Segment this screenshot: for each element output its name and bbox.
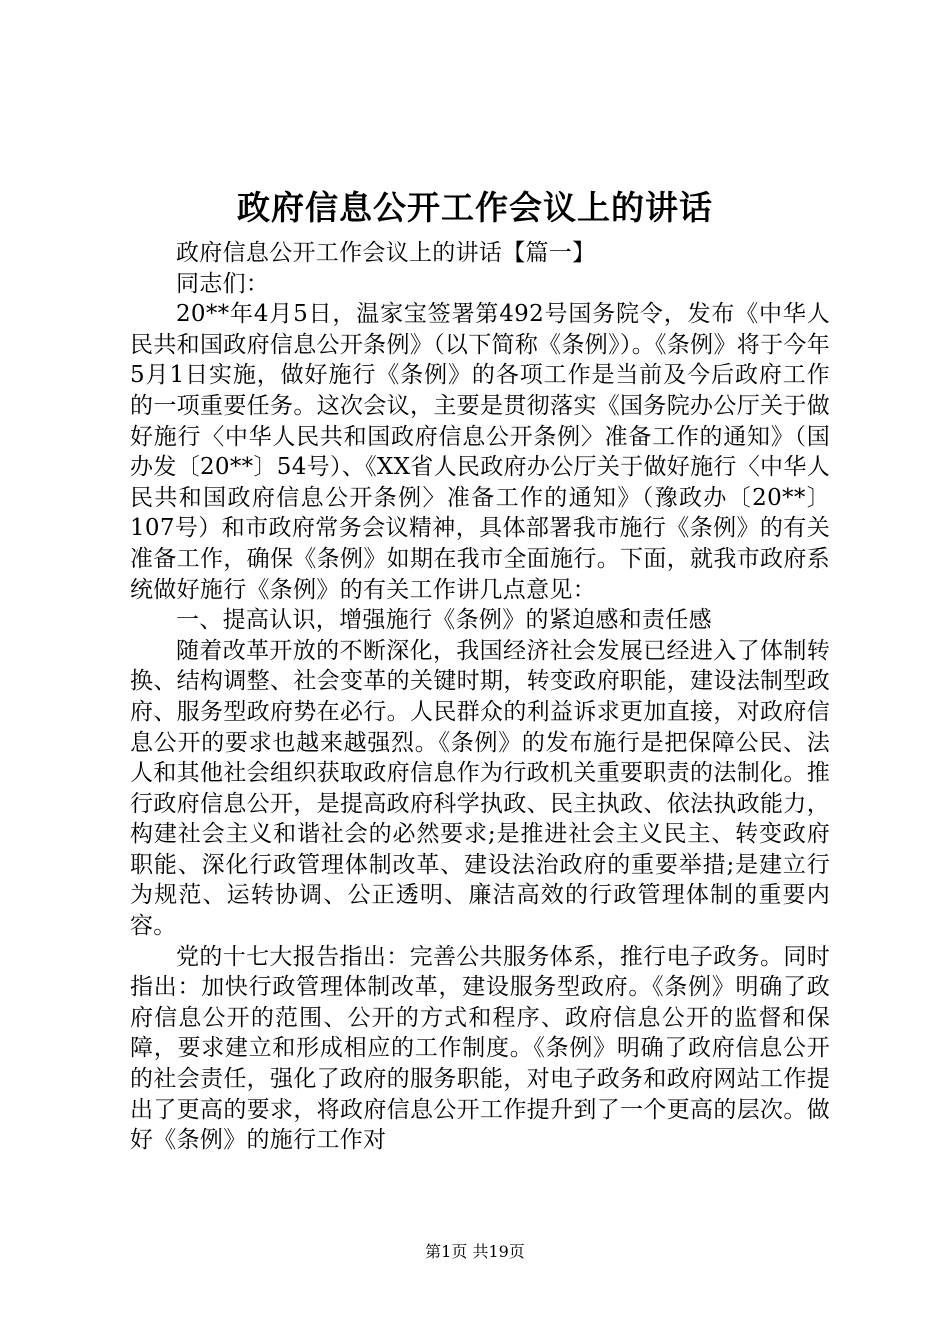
paragraph-salutation: 同志们：: [176, 270, 270, 297]
paragraph-intro: 20**年4月5日，温家宝签署第492号国务院令，发布《中华人民共和国政府信息公开条例》（以下简称《条例》）。《条例》将于今年5月1日实施，做好施行《条例》的各项工作是当前及今后政府工作的一项重要任务。这次会议，主要是贯彻落实《国务院办公厅关于做好施行〈中华人民共和国政府信息公开条例〉准备工作的通知》（国办发〔20**〕54号）、《XX省人民政府办公厅关于做好施行〈中华人民共和国政府信息公开条例〉准备工作的通知》（豫政办〔20**〕107号）和市政府常务会议精神，具体部署我市施行《条例》的有关准备工作，确保《条例》如期在我市全面施行。下面，就我市政府系统做好施行《条例》的有关工作讲几点意见：: [130, 301, 830, 603]
document-body: [130, 238, 830, 1156]
document-title: 政府信息公开工作会议上的讲话: [237, 188, 713, 227]
paragraph-section-heading: 政府信息公开工作会议上的讲话【篇一】: [176, 240, 596, 266]
page-footer: 第1页 共19页: [425, 1242, 525, 1261]
paragraph-body-1: 随着改革开放的不断深化，我国经济社会发展已经进入了体制转换、结构调整、社会变革的关键时期，转变政府职能，建设法制型政府、服务型政府势在必行。人民群众的利益诉求更加直接，对政府信息公开的要求也越来越强烈。《条例》的发布施行是把保障公民、法人和其他社会组织获取政府信息作为行政机关重要职责的法制化。推行政府信息公开，是提高政府科学执政、民主执政、依法执政能力，构建社会主义和谐社会的必然要求;是推进社会主义民主、转变政府职能、深化行政管理体制改革、建设法治政府的重要举措;是建立行为规范、运转协调、公正透明、廉洁高效的行政管理体制的重要内容。: [130, 637, 830, 940]
paragraph-body-2: 党的十七大报告指出：完善公共服务体系，推行电子政务。同时指出：加快行政管理体制改革，建设服务型政府。《条例》明确了政府信息公开的范围、公开的方式和程序、政府信息公开的监督和保障，要求建立和形成相应的工作制度。《条例》明确了政府信息公开的社会责任，强化了政府的服务职能，对电子政务和政府网站工作提出了更高的要求，将政府信息公开工作提升到了一个更高的层次。做好《条例》的施行工作对: [130, 943, 830, 1154]
paragraph-heading-1: 一、提高认识，增强施行《条例》的紧迫感和责任感: [176, 607, 712, 634]
